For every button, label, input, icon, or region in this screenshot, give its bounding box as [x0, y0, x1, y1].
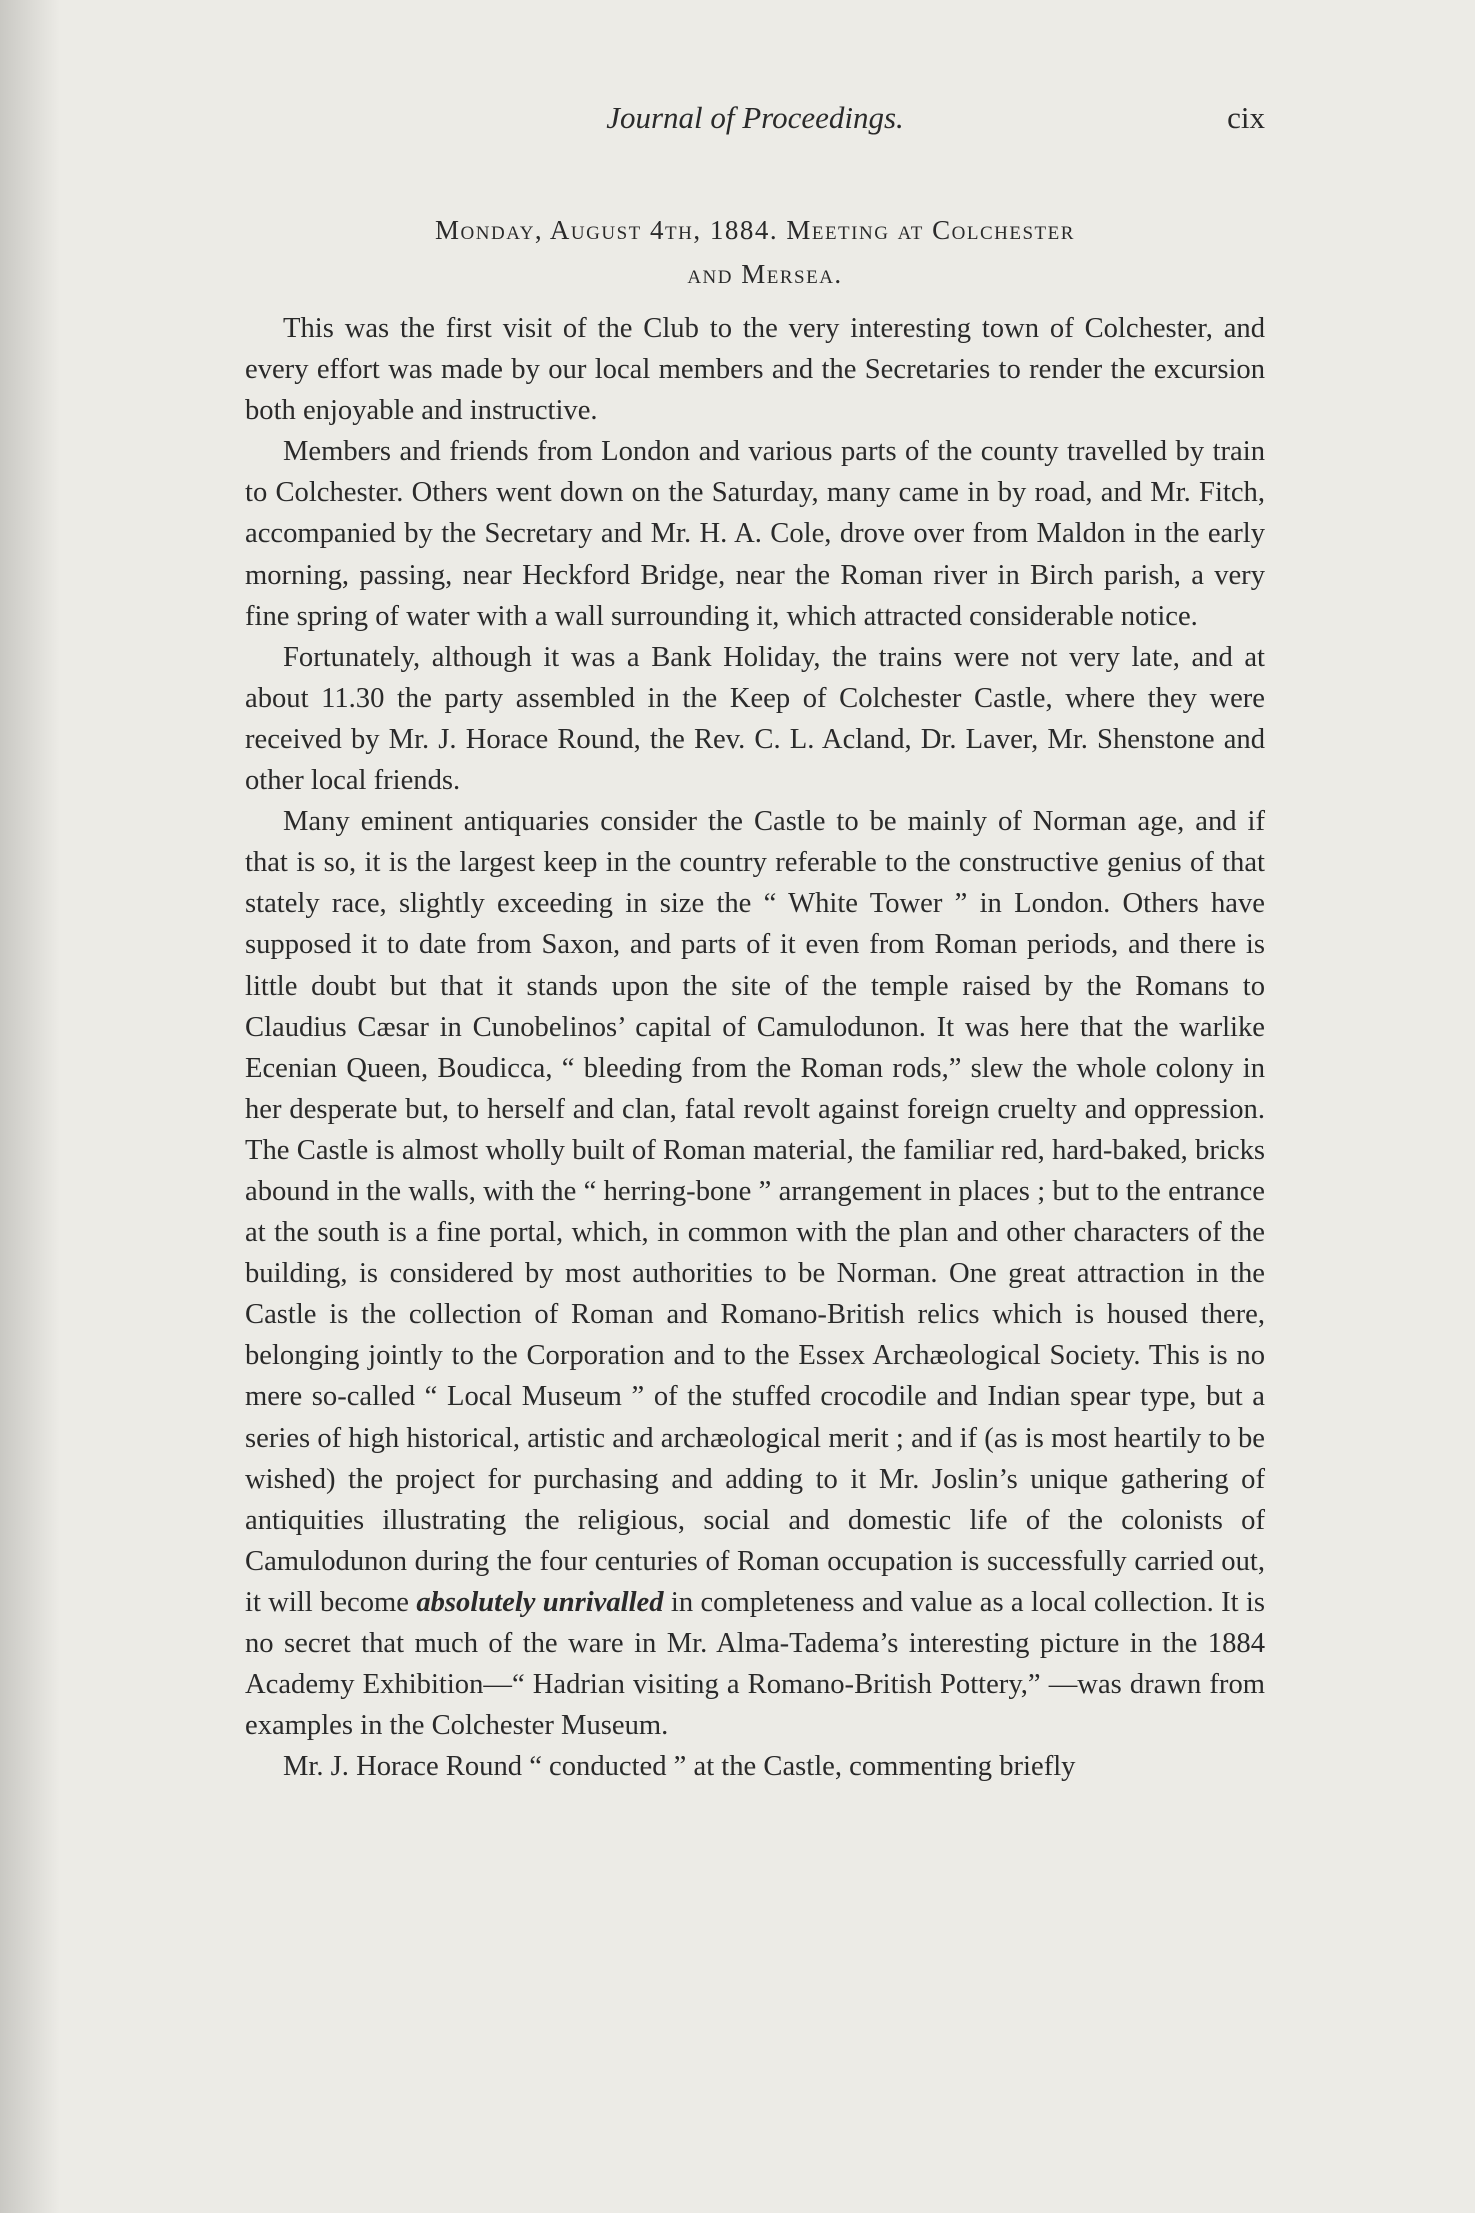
running-head — [245, 100, 1265, 160]
section-heading-line-1: Monday, August 4th, 1884. Meeting at Colchester — [435, 215, 1075, 245]
paragraph: This was the first visit of the Club to the very interesting town of Colchester, and every effort was made by our local members and the Secretaries to render the excursion both enjoyable and instructive. — [245, 313, 1265, 427]
paragraph-text: in completeness and value as a local collection. It is no secret that much of the ware in Mr. Alma-Tadema’s interesting picture in the 1884 Academy Exhibition—“ Hadrian visiting a Romano-British Pottery,” —was drawn from examples in the Colchester Museum. — [245, 1586, 1265, 1742]
paragraph: Members and friends from London and various parts of the county travelled by train to Colchester. Others went down on the Saturday, many came in by road, and Mr. Fitch, accompanied by the Secretary and Mr. H. A. Cole, drove over from Maldon in the early morning, passing, near Heckford Bridge, near the Roman river in Birch parish, a very fine spring of water with a wall surrounding it, which attracted considerable notice. — [245, 436, 1265, 632]
book-page — [245, 100, 1265, 1787]
page-number: cix — [1227, 100, 1265, 135]
paragraph — [245, 801, 1265, 1746]
body-text — [245, 308, 1265, 1787]
section-heading — [245, 208, 1265, 296]
running-title: Journal of Proceedings. — [606, 100, 904, 135]
paragraph-text: Many eminent antiquaries consider the Castle to be mainly of Norman age, and if that is so, it is the largest keep in the country referable to the constructive genius of that stately race, slightly exceeding in size the “ White Tower ” in London. Others have supposed it to date from Saxon, and parts of it even from Roman periods, and there is little doubt but that it stands upon the site of the temple raised by the Romans to Claudius Cæsar in Cunobelinos’ capital of Camulodunon. It was here that the warlike Ecenian Queen, Boudicca, “ bleeding from the Roman rods,” slew the whole colony in her desperate but, to herself and clan, fatal revolt against foreign cruelty and oppression. The Castle is almost wholly built of Roman material, the familiar red, hard-baked, bricks abound in the walls, with the “ herring-bone ” arrangement in places ; but to the entrance at the south is a fine portal, which, in common with the plan and other characters of the building, is considered by most authorities to be Norman. One great attraction in the Castle is the collection of Roman and Romano-British relics which is housed there, belonging jointly to the Corporation and to the Essex Archæological Society. This is no mere so-called “ Local Museum ” of the stuffed crocodile and Indian spear type, but a series of high historical, artistic and archæological merit ; and if (as is most heartily to be wished) the project for purchasing and adding to it Mr. Joslin’s unique gathering of antiquities illustrating the religious, social and domestic life of the colonists of Camulodunon during the four centuries of Roman occupation is successfully carried out, it will become — [245, 806, 1265, 1618]
emphasized-text: absolutely unrivalled — [416, 1586, 664, 1618]
paragraph: Fortunately, although it was a Bank Holiday, the trains were not very late, and at about 11.30 the party assembled in the Keep of Colchester Castle, where they were received by Mr. J. Horace Round, the Rev. C. L. Acland, Dr. Laver, Mr. Shenstone and other local friends. — [245, 641, 1265, 797]
page-edge-shadow — [0, 0, 60, 2213]
paragraph: Mr. J. Horace Round “ conducted ” at the Castle, commenting briefly — [283, 1751, 1076, 1783]
section-heading-line-2: and Mersea. — [687, 259, 843, 289]
